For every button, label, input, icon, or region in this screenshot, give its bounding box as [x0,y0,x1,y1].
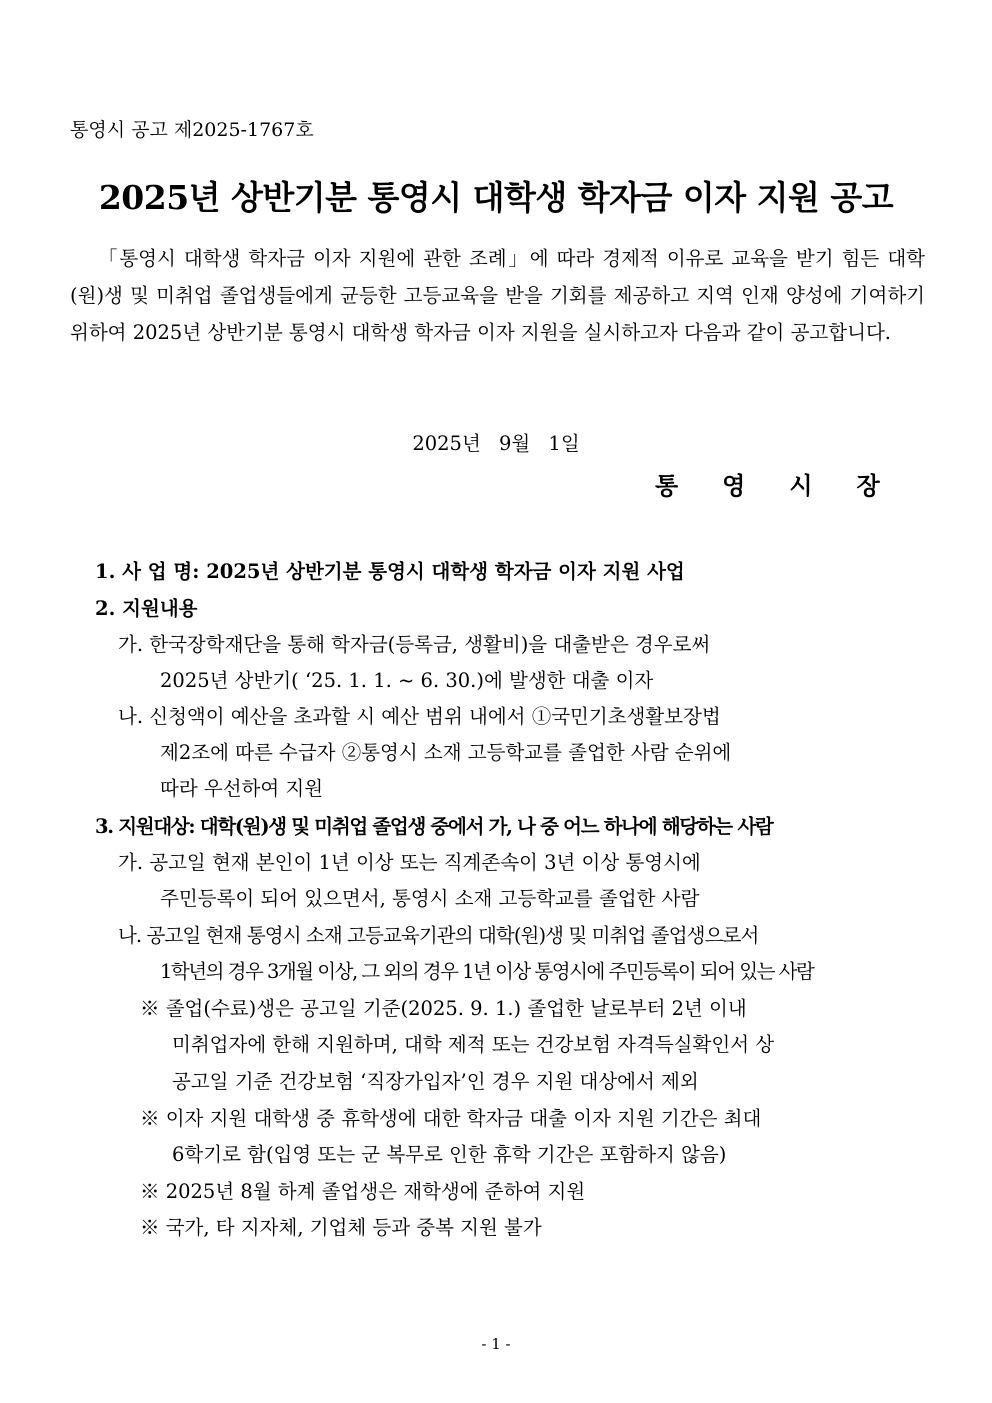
page-title: 2025년 상반기분 통영시 대학생 학자금 이자 지원 공고 [98,178,894,217]
section-2-heading: 2. 지원내용 [95,597,198,620]
section-3-item-na-line2: 1학년의 경우 3개월 이상, 그 외의 경우 1년 이상 통영시에 주민등록이 되어 있는 사람 [160,960,814,983]
section-1-project-name: 1. 사 업 명: 2025년 상반기분 통영시 대학생 학자금 이자 지원 사업 [95,560,685,583]
section-3-heading: 3. 지원대상: 대학(원)생 및 미취업 졸업생 중에서 가, 나 중 어느 하나에 해당하는 사람 [95,815,773,838]
note-1-line3: 공고일 기준 건강보험 ‘직장가입자’인 경우 지원 대상에서 제외 [172,1070,699,1093]
note-3: ※ 2025년 8월 하계 졸업생은 재학생에 준하여 지원 [140,1180,586,1203]
issuer-name: 통영시장 [655,471,924,500]
intro-paragraph: 「통영시 대학생 학자금 이자 지원에 관한 조례」에 따라 경제적 이유로 교육을 받기 힘든 대학(원)생 및 미취업 졸업생들에게 균등한 고등교육을 받을 기회를 제공하고 지역 인재 양성에 기여하기 위하여 2025년 상반기분 통영시 대학생 학자금 이자 지원을 실시하고자 다음과 같이 공고합니다. [70,247,925,344]
note-1-line1: ※ 졸업(수료)생은 공고일 기준(2025. 9. 1.) 졸업한 날로부터 2년 이내 [140,997,747,1020]
notice-number: 통영시 공고 제2025-1767호 [70,119,314,141]
note-2-line1: ※ 이자 지원 대학생 중 휴학생에 대한 학자금 대출 이자 지원 기간은 최대 [140,1107,762,1130]
page-number: - 1 - [481,1335,511,1353]
note-4: ※ 국가, 타 지자체, 기업체 등과 중복 지원 불가 [140,1216,542,1239]
section-3-item-ga-line1: 가. 공고일 현재 본인이 1년 이상 또는 직계존속이 3년 이상 통영시에 [118,851,701,874]
note-2-line2: 6학기로 함(입영 또는 군 복무로 인한 휴학 기간은 포함하지 않음) [172,1143,727,1166]
notice-date: 2025년 9월 1일 [412,432,580,455]
section-3-item-na-line1: 나. 공고일 현재 통영시 소재 고등교육기관의 대학(원)생 및 미취업 졸업생으로서 [118,924,759,947]
section-3-item-ga-line2: 주민등록이 되어 있으면서, 통영시 소재 고등학교를 졸업한 사람 [160,887,700,910]
section-2-item-ga-line1: 가. 한국장학재단을 통해 학자금(등록금, 생활비)을 대출받은 경우로써 [118,633,711,656]
section-2-item-na-line2: 제2조에 따른 수급자 ②통영시 소재 고등학교를 졸업한 사람 순위에 [160,741,732,764]
section-2-item-na-line3: 따라 우선하여 지원 [160,777,324,800]
note-1-line2: 미취업자에 한해 지원하며, 대학 제적 또는 건강보험 자격득실확인서 상 [172,1033,775,1056]
section-2-item-ga-line2: 2025년 상반기( ‘25. 1. 1. ~ 6. 30.)에 발생한 대출 이자 [160,669,654,692]
section-2-item-na-line1: 나. 신청액이 예산을 초과할 시 예산 범위 내에서 ①국민기초생활보장법 [118,705,721,728]
